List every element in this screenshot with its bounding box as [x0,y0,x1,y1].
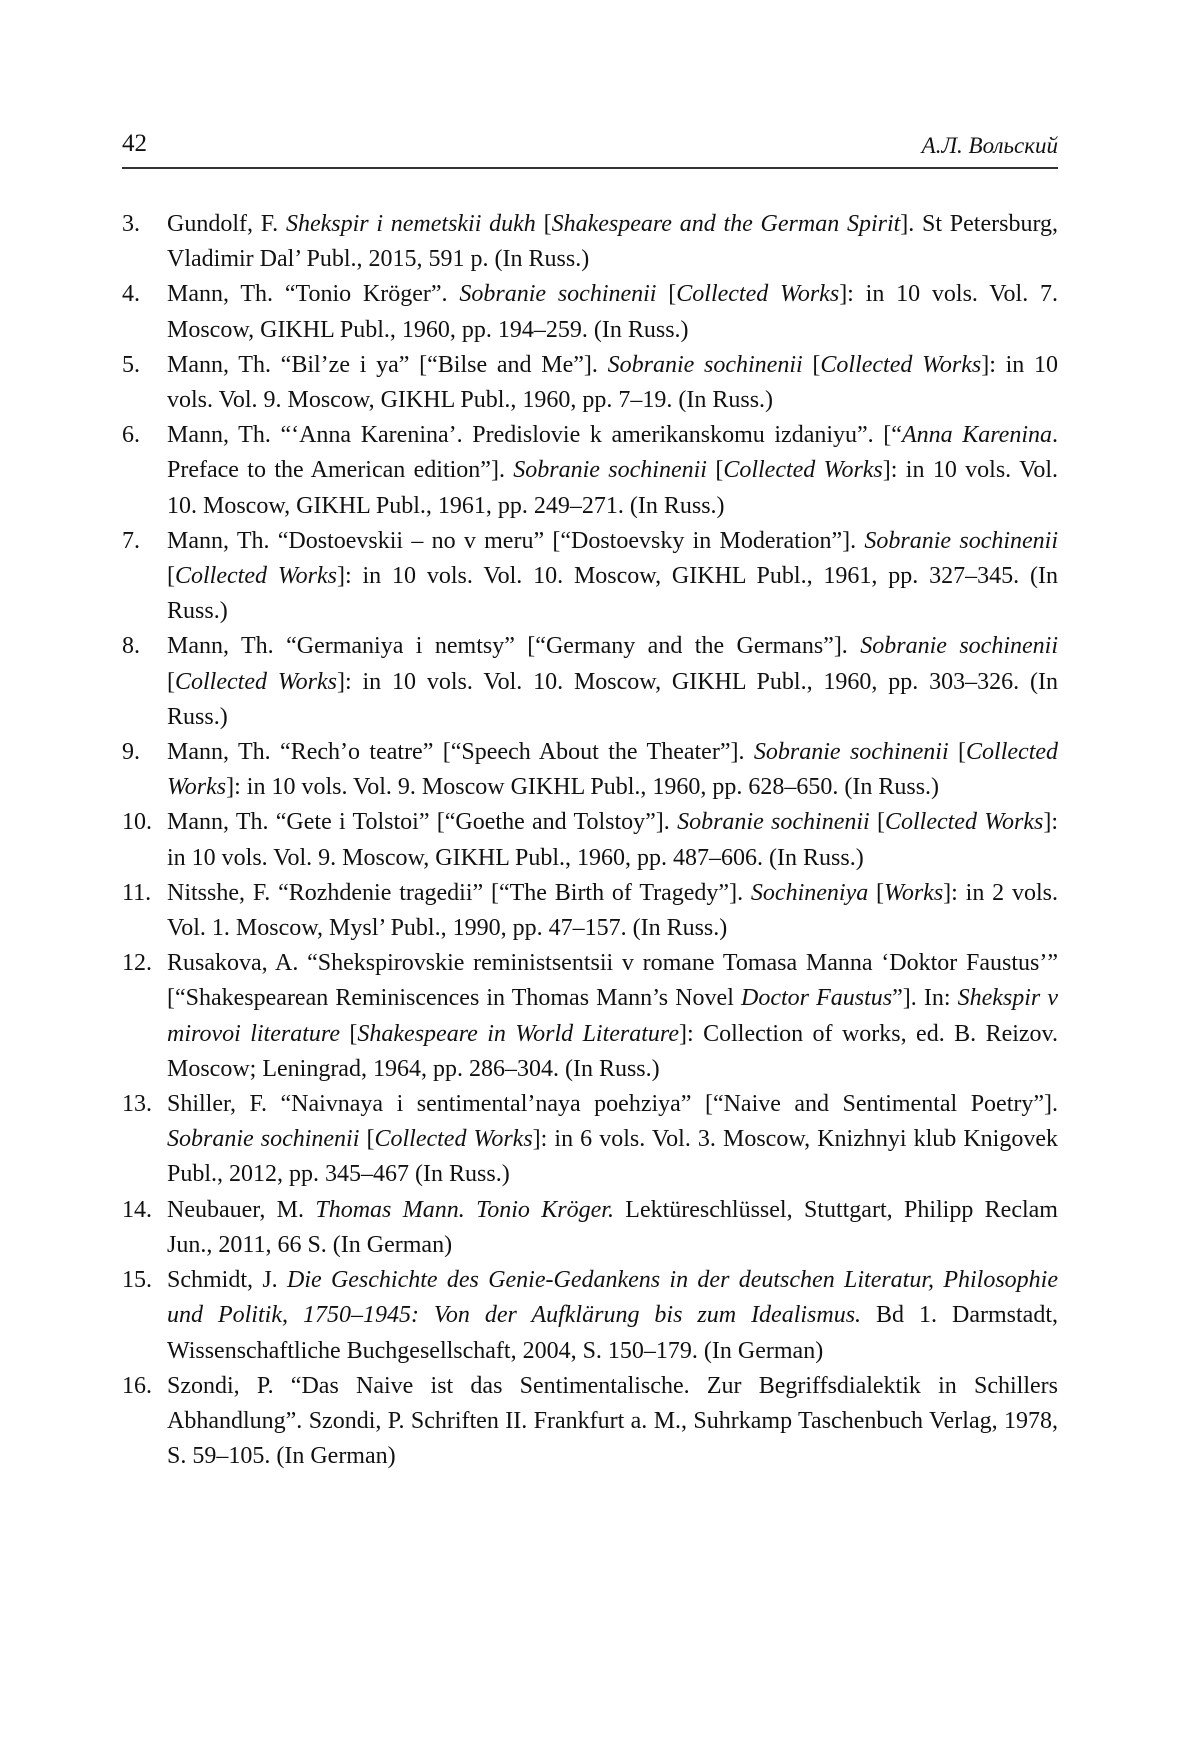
text-segment: [ [167,668,175,695]
text-segment: [ [869,809,885,836]
text-segment: Mann, Th. “Rech’o teatre” [“Speech About the Theater”]. [167,739,754,766]
reference-item [122,418,1058,524]
reference-item [122,1087,1058,1193]
text-segment: Gundolf, F. [167,211,286,237]
text-segment: ]: in 10 vols. Vol. 7. Moscow, GIKHL Publ., 1960, pp. 194–259. (In Russ.) [167,281,1059,343]
italic-title-segment: Collected Works [374,1126,533,1153]
italic-title-segment: Collected Works [884,809,1044,836]
reference-number: 11. [122,879,152,906]
reference-number: 4. [122,281,140,308]
text-segment: Schmidt, J. [167,1267,287,1294]
italic-title-segment: Sobranie sochinenii [167,1126,360,1153]
italic-title-segment: Collected Works [676,281,840,308]
reference-item [122,735,1058,805]
reference-item [122,876,1058,946]
text-segment: Nitsshe, F. “Rozhdenie tragedii” [“The Birth of Tragedy”]. [167,879,751,906]
page-header [122,127,1058,169]
text-segment: ]: Collection of works, ed. B. Reizov. Moscow; Leningrad, 1964, pp. 286–304. (In Russ.) [167,1020,1058,1082]
reference-text [167,1091,1058,1187]
reference-item [122,629,1058,735]
reference-text [167,1267,1058,1363]
italic-title-segment: Sobranie sochinenii [677,809,870,836]
reference-text [167,950,1058,1082]
text-segment: ]: in 6 vols. Vol. 3. Moscow, Knizhnyi klub Knigovek Publ., 2012, pp. 345–467 (In Russ.) [167,1126,1058,1188]
italic-title-segment: Sochineniya [750,879,869,906]
text-segment: Mann, Th. “‘Anna Karenina’. Predislovie k amerikanskomu izdaniyu”. [“ [167,422,902,449]
reference-number: 13. [122,1091,152,1118]
italic-title-segment: Shekspir v mirovoi literature [167,985,1058,1047]
reference-number: 6. [122,422,140,449]
text-segment: Mann, Th. “Gete i Tolstoi” [“Goethe and Tolstoy”]. [167,809,678,836]
reference-item [122,524,1058,630]
text-segment: [ [339,1020,358,1047]
reference-text [167,1197,1058,1258]
reference-item [122,207,1058,277]
reference-item [122,277,1058,347]
reference-item [122,1193,1058,1263]
italic-title-segment: Collected Works [820,351,982,378]
reference-number: 7. [122,527,140,554]
reference-text [167,422,1058,518]
text-segment: Lektüreschlüssel, Stuttgart, Philipp Reclam Jun., 2011, 66 S. (In German) [167,1196,1058,1258]
reference-text [167,528,1058,624]
italic-title-segment: Shakespeare in World Literature [357,1020,680,1047]
text-segment: [ [948,739,967,766]
text-segment: Shiller, F. “Naivnaya i sentimental’naya poehziya” [“Naive and Sentimental Poetry”]. [167,1091,1058,1118]
reference-text [167,633,1058,729]
reference-list [122,207,1058,1474]
text-segment: Rusakova, A. “Shekspirovskie reministsentsii v romane Tomasa Manna ‘Doktor Faustus’” [“Shakespearean Reminiscences in Thomas Mann’s Novel [167,950,1058,1012]
reference-text [167,1373,1058,1469]
text-segment: ]: in 10 vols. Vol. 9. Moscow, GIKHL Publ., 1960, pp. 487–606. (In Russ.) [167,809,1059,871]
italic-title-segment: Works [884,879,944,906]
italic-title-segment: Collected Works [175,563,337,590]
reference-item [122,348,1058,418]
italic-title-segment: Sobranie sochinenii [864,527,1058,554]
italic-title-segment: Sobranie sochinenii [607,351,803,378]
text-segment: [ [706,457,724,484]
text-segment: ]: in 10 vols. Vol. 10. Moscow, GIKHL Publ., 1960, pp. 303–326. (In Russ.) [167,668,1059,730]
reference-text [167,352,1058,413]
italic-title-segment: Die Geschichte des Genie-Gedankens in der deutschen Literatur, Philosophie und Politik, 1750–1945: Von der Aufklärung bis zum Idealismus. [167,1267,1059,1329]
italic-title-segment: Sobranie sochinenii [459,281,657,308]
italic-title-segment: Thomas Mann. Tonio Kröger. [315,1196,614,1223]
text-segment: ”]. In: [892,985,958,1012]
text-segment: Neubauer, M. [167,1196,316,1223]
text-segment: [ [359,1126,375,1153]
reference-text [167,281,1058,342]
italic-title-segment: Collected Works [723,457,883,484]
text-segment: Mann, Th. “Dostoevskii – no v meru” [“Dostoevsky in Moderation”]. [167,527,865,554]
text-segment: [ [535,211,552,237]
text-segment: [ [868,879,885,906]
reference-number: 14. [122,1196,152,1223]
reference-number: 9. [122,739,140,766]
text-segment: Bd 1. Darmstadt, Wissenschaftliche Buchgesellschaft, 2004, S. 150–179. (In German) [167,1302,1058,1364]
reference-item [122,946,1058,1087]
reference-number: 12. [122,950,152,977]
running-head-author: А.Л. Вольский [921,133,1058,158]
reference-text [167,809,1058,870]
italic-title-segment: Collected Works [175,668,337,695]
reference-number: 3. [122,211,140,237]
italic-title-segment: Shekspir i nemetskii dukh [285,211,536,237]
text-segment: Szondi, P. “Das Naive ist das Sentimentalische. Zur Begriffsdialektik in Schillers Abhandlung”. Szondi, P. Schriften II. Frankfurt a. M., Suhrkamp Taschenbuch Verlag, 1978, S. 59–105. (In German) [167,1372,1058,1470]
italic-title-segment: Anna Karenina [901,422,1053,449]
text-segment: ]. St Petersburg, Vladimir Dal’ Publ., 2015, 591 p. (In Russ.) [167,211,1059,273]
italic-title-segment: Sobranie sochinenii [753,739,949,766]
text-segment: Mann, Th. “Tonio Kröger”. [167,281,460,308]
text-segment: ]: in 10 vols. Vol. 10. Moscow, GIKHL Publ., 1961, pp. 249–271. (In Russ.) [167,457,1059,519]
reference-text [167,211,1058,272]
italic-title-segment: Sobranie sochinenii [860,633,1058,660]
text-segment: [ [802,351,821,378]
italic-title-segment: Sobranie sochinenii [513,457,707,484]
text-segment: Mann, Th. “Bil’ze i ya” [“Bilse and Me”]. [167,351,608,378]
text-segment: Mann, Th. “Germaniya i nemtsy” [“Germany and the Germans”]. [167,633,861,660]
reference-number: 15. [122,1267,152,1294]
text-segment: [ [656,281,677,308]
page-number: 42 [122,130,147,157]
text-segment: ]: in 10 vols. Vol. 9. Moscow GIKHL Publ., 1960, pp. 628–650. (In Russ.) [226,774,940,801]
text-segment: ]: in 2 vols. Vol. 1. Moscow, Mysl’ Publ., 1990, pp. 47–157. (In Russ.) [167,879,1058,942]
reference-number: 5. [122,351,140,378]
reference-number: 10. [122,809,152,836]
italic-title-segment: Collected Works [167,739,1059,801]
reference-text [167,739,1058,800]
italic-title-segment: Shakespeare and the German Spirit [551,211,901,237]
reference-item [122,1369,1058,1475]
reference-number: 16. [122,1372,152,1399]
reference-number: 8. [122,633,140,660]
text-segment: [ [167,563,175,590]
text-segment: ]: in 10 vols. Vol. 9. Moscow, GIKHL Publ., 1960, pp. 7–19. (In Russ.) [167,351,1059,414]
reference-item [122,1263,1058,1369]
reference-text [167,880,1058,941]
text-segment: . Preface to the American edition”]. [167,422,1059,484]
italic-title-segment: Doctor Faustus [740,985,893,1012]
reference-item [122,805,1058,875]
text-segment: ]: in 10 vols. Vol. 10. Moscow, GIKHL Publ., 1961, pp. 327–345. (In Russ.) [167,563,1059,625]
